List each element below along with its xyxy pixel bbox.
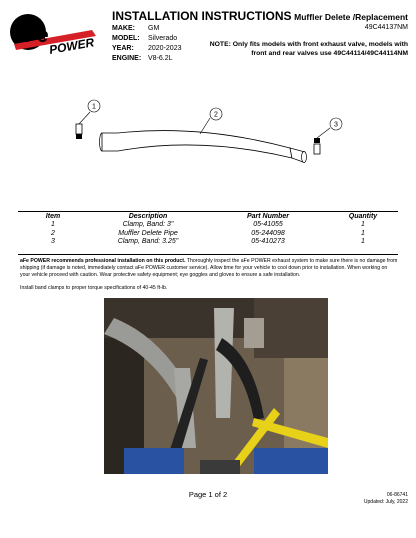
svg-text:3: 3 [334, 121, 338, 129]
cell-item: 1 [51, 221, 55, 228]
field-label: ENGINE: [112, 55, 142, 62]
cell-description: Clamp, Band: 3.25" [117, 238, 179, 245]
document-number [364, 492, 408, 506]
page-number: Page 1 of 2 [188, 490, 228, 499]
table-row [18, 230, 398, 239]
col-description: Description [128, 213, 168, 220]
svg-text:2: 2 [214, 111, 218, 119]
field-engine [112, 54, 181, 64]
cell-part-number: 05-41055 [253, 221, 283, 228]
field-make [112, 24, 181, 34]
cell-quantity: 1 [361, 221, 365, 228]
table-row [18, 221, 398, 230]
svg-text:POWER: POWER [48, 35, 96, 57]
fitment-note: NOTE: Only fits models with front exhaust valve, models with front and rear valves use 49C44114/49C44114NM [209, 41, 408, 57]
muffler-delete-pipe-drawing [100, 108, 307, 163]
cell-item: 3 [51, 238, 55, 245]
field-value: GM [148, 25, 160, 32]
doc-number-value: 06-86741 [386, 492, 408, 498]
cell-part-number: 05-244098 [251, 229, 285, 237]
cell-quantity: 1 [361, 238, 365, 245]
field-value: V8-6.2L [148, 55, 173, 62]
field-value: 2020-2023 [148, 45, 182, 52]
col-part-number: Part Number [246, 213, 289, 220]
svg-text:aFe: aFe [14, 25, 49, 47]
product-name: Muffler Delete /Replacement [294, 12, 408, 22]
cell-description: Clamp, Band: 3" [122, 221, 174, 228]
vehicle-underside-photo [104, 298, 328, 474]
svg-text:1: 1 [92, 103, 96, 111]
vehicle-fields [112, 24, 181, 64]
clamp-1-drawing [76, 100, 100, 139]
product-part-number: 49C44137NM [364, 24, 408, 31]
document-title: INSTALLATION INSTRUCTIONS [112, 9, 292, 23]
field-year [112, 44, 181, 54]
parts-diagram [60, 96, 370, 186]
field-model [112, 34, 181, 44]
parts-table [18, 212, 398, 247]
field-label: YEAR: [112, 45, 134, 52]
col-quantity: Quantity [348, 213, 378, 220]
disclaimer-lead: aFe POWER recommends professional installation on this product. [20, 258, 186, 264]
table-row [18, 238, 398, 247]
field-label: MAKE: [112, 25, 135, 32]
disclaimer-body: Thoroughly inspect the aFe POWER exhaust system to make sure there is no damage from shipping (if damage is noted, immediately contact aFe POWER customer service). Allow time for your vehicle to cool down prior to installation. When working on your vehicle proceed with caution. Wear protective safety equipment; eye goggles and gloves to ensure a safe installation. [20, 258, 398, 278]
table-bottom-rule [18, 254, 398, 255]
clamp-3-drawing [314, 118, 342, 154]
safety-disclaimer [20, 258, 398, 279]
cell-quantity: 1 [361, 229, 365, 237]
parts-table-header [18, 212, 398, 221]
install-note: Install band clamps to proper torque specifications of 40-45 ft-lb. [20, 285, 168, 291]
field-label: MODEL: [112, 35, 140, 42]
afe-power-logo [6, 6, 102, 62]
col-item: Item [45, 213, 61, 220]
cell-item: 2 [51, 229, 55, 237]
updated-date: Updated: July, 2022 [363, 499, 408, 505]
cell-description: Muffler Delete Pipe [118, 229, 178, 237]
cell-part-number: 05-410273 [251, 238, 285, 245]
field-value: Silverado [148, 35, 178, 42]
